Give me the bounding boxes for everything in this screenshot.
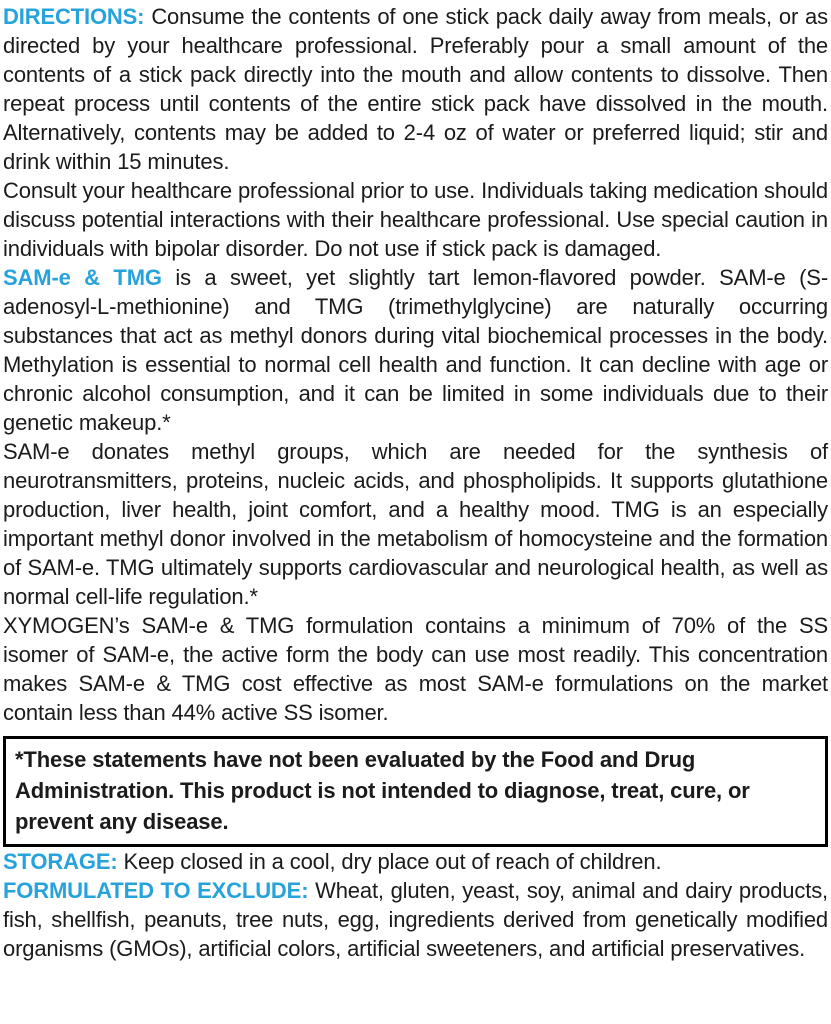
benefits-body: SAM-e donates methyl groups, which are needed for the synthesis of neurotransmitters, proteins, nucleic acids, and phospholipids. It supports glutathione production, liver health, joint comfort, and a healthy mood. TMG is an especially important methyl donor involved in the metabolism of homocysteine and the formation of SAM-e. TMG ultimately supports cardiovascular and neurological health, as well as normal cell-life regulation.* bbox=[3, 439, 828, 609]
directions-body: Consume the contents of one stick pack daily away from meals, or as directed by your healthcare professional. Preferably pour a small amount of the contents of a stick pack directly into the mouth and allow contents to dissolve. Then repeat process until contents of the entire stick pack have dissolved in the mouth. Alternatively, contents may be added to 2-4 oz of water or preferred liquid; stir and drink within 15 minutes. bbox=[3, 4, 828, 174]
product-name-heading: SAM-e & TMG bbox=[3, 265, 162, 290]
directions-paragraph bbox=[3, 2, 828, 176]
exclusions-body: Wheat, gluten, yeast, soy, animal and dairy products, fish, shellfish, peanuts, tree nuts, egg, ingredients derived from genetically modified organisms (GMOs), artificial colors, artificial sweeteners, and artificial preservatives. bbox=[3, 878, 829, 961]
formulation-paragraph bbox=[3, 611, 828, 727]
storage-paragraph bbox=[3, 847, 828, 876]
directions-heading: DIRECTIONS: bbox=[3, 4, 145, 29]
product-description-paragraph bbox=[3, 263, 828, 437]
storage-heading: STORAGE: bbox=[3, 849, 118, 874]
formulation-body: XYMOGEN’s SAM-e & TMG formulation contains a minimum of 70% of the SS isomer of SAM-e, the active form the body can use most readily. This concentration makes SAM-e & TMG cost effective as most SAM-e formulations on the market contain less than 44% active SS isomer. bbox=[3, 613, 828, 725]
exclusions-heading: FORMULATED TO EXCLUDE: bbox=[3, 878, 309, 903]
exclusions-paragraph bbox=[3, 876, 828, 963]
caution-body: Consult your healthcare professional prior to use. Individuals taking medication should discuss potential interactions with their healthcare professional. Use special caution in individuals with bipolar disorder. Do not use if stick pack is damaged. bbox=[3, 178, 828, 261]
fda-disclaimer-box bbox=[3, 736, 828, 847]
benefits-paragraph bbox=[3, 437, 828, 611]
storage-body: Keep closed in a cool, dry place out of reach of children. bbox=[123, 849, 662, 874]
product-description-body: is a sweet, yet slightly tart lemon-flavored powder. SAM-e (S-adenosyl-L-methionine) and TMG (trimethylglycine) are naturally occurring substances that act as methyl donors during vital biochemical processes in the body. Methylation is essential to normal cell health and function. It can decline with age or chronic alcohol consumption, and it can be limited in some individuals due to their genetic makeup.* bbox=[3, 265, 828, 435]
fda-disclaimer-text: *These statements have not been evaluated by the Food and Drug Administration. This product is not intended to diagnose, treat, cure, or prevent any disease. bbox=[15, 747, 750, 834]
caution-paragraph bbox=[3, 176, 828, 263]
